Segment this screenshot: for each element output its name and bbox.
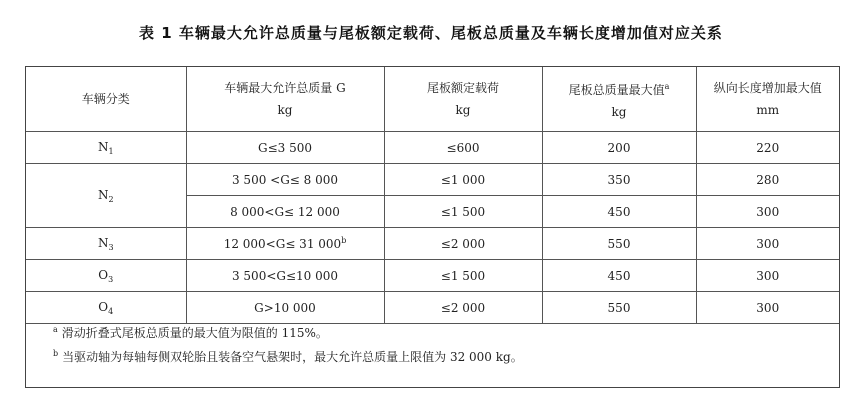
header-tail-mass — [542, 67, 696, 132]
length-increase-cell: 300 — [696, 196, 839, 228]
tail-mass-cell: 450 — [542, 260, 696, 292]
rated-load-cell: ≤1 000 — [384, 164, 542, 196]
header-vehicle-class: 车辆分类 — [26, 67, 186, 132]
header-max-mass — [186, 67, 384, 132]
vehicle-class-cell: $N_2$ — [26, 164, 186, 228]
footnote-a-text: 滑动折叠式尾板总质量的最大值为限值的 115%。 — [61, 326, 328, 340]
header-tail-mass-label: 尾板总质量最大值$^a$ — [568, 81, 670, 97]
vehicle-class-cell: $N_1$ — [26, 132, 186, 164]
vehicle-class-cell: $O_3$ — [26, 260, 186, 292]
vehicle-class-cell: $N_3$ — [26, 228, 186, 260]
max-mass-cell: G≤3 500 — [186, 132, 384, 164]
header-rated-load — [384, 67, 542, 132]
header-length-increase-label: 纵向长度增加最大值 — [713, 81, 822, 95]
rated-load-cell: ≤1 500 — [384, 260, 542, 292]
footnote-b — [53, 342, 840, 366]
table-title: 表 1 车辆最大允许总质量与尾板额定载荷、尾板总质量及车辆长度增加值对应关系 — [139, 24, 723, 42]
footnote-b-text: 当驱动轴为每轴每侧双轮胎且装备空气悬架时，最大允许总质量上限值为 32 000 kg。 — [62, 350, 523, 364]
table-row — [26, 260, 839, 292]
max-mass-cell: 12 000<G≤ 31 000$^b$ — [186, 228, 384, 260]
footnote-a-marker: a — [664, 81, 670, 91]
table-row — [26, 164, 839, 196]
header-max-mass-unit: kg — [277, 103, 293, 117]
length-increase-cell: 220 — [696, 132, 839, 164]
length-increase-cell: 280 — [696, 164, 839, 196]
table-row — [26, 228, 839, 260]
table-row — [26, 132, 839, 164]
footnote-b-mark: b — [53, 349, 59, 358]
vehicle-class-cell: $O_4$ — [26, 292, 186, 324]
header-max-mass-label: 车辆最大允许总质量 G — [224, 81, 346, 95]
rated-load-cell: ≤1 500 — [384, 196, 542, 228]
length-increase-cell: 300 — [696, 260, 839, 292]
length-increase-cell: 300 — [696, 292, 839, 324]
tail-mass-cell: 550 — [542, 292, 696, 324]
header-length-increase-unit: mm — [756, 103, 780, 117]
rated-load-cell: ≤600 — [384, 132, 542, 164]
max-mass-cell: 8 000<G≤ 12 000 — [186, 196, 384, 228]
tail-mass-cell: 200 — [542, 132, 696, 164]
header-rated-load-label: 尾板额定载荷 — [426, 81, 499, 95]
footnotes — [25, 318, 840, 366]
max-mass-cell: G>10 000 — [186, 292, 384, 324]
tail-mass-cell: 550 — [542, 228, 696, 260]
tail-mass-cell: 450 — [542, 196, 696, 228]
tail-mass-cell: 350 — [542, 164, 696, 196]
footnote-b-marker: b — [341, 236, 347, 245]
header-tail-mass-unit: kg — [611, 104, 627, 119]
rated-load-cell: ≤2 000 — [384, 228, 542, 260]
header-rated-load-unit: kg — [455, 103, 471, 117]
header-row — [26, 67, 839, 132]
rated-load-cell: ≤2 000 — [384, 292, 542, 324]
length-increase-cell: 300 — [696, 228, 839, 260]
max-mass-cell: 3 500 <G≤ 8 000 — [186, 164, 384, 196]
footnote-a-mark: a — [53, 325, 58, 334]
spec-table — [26, 67, 839, 324]
max-mass-cell: 3 500<G≤10 000 — [186, 260, 384, 292]
footnote-a — [53, 318, 840, 342]
header-length-increase — [696, 67, 839, 132]
